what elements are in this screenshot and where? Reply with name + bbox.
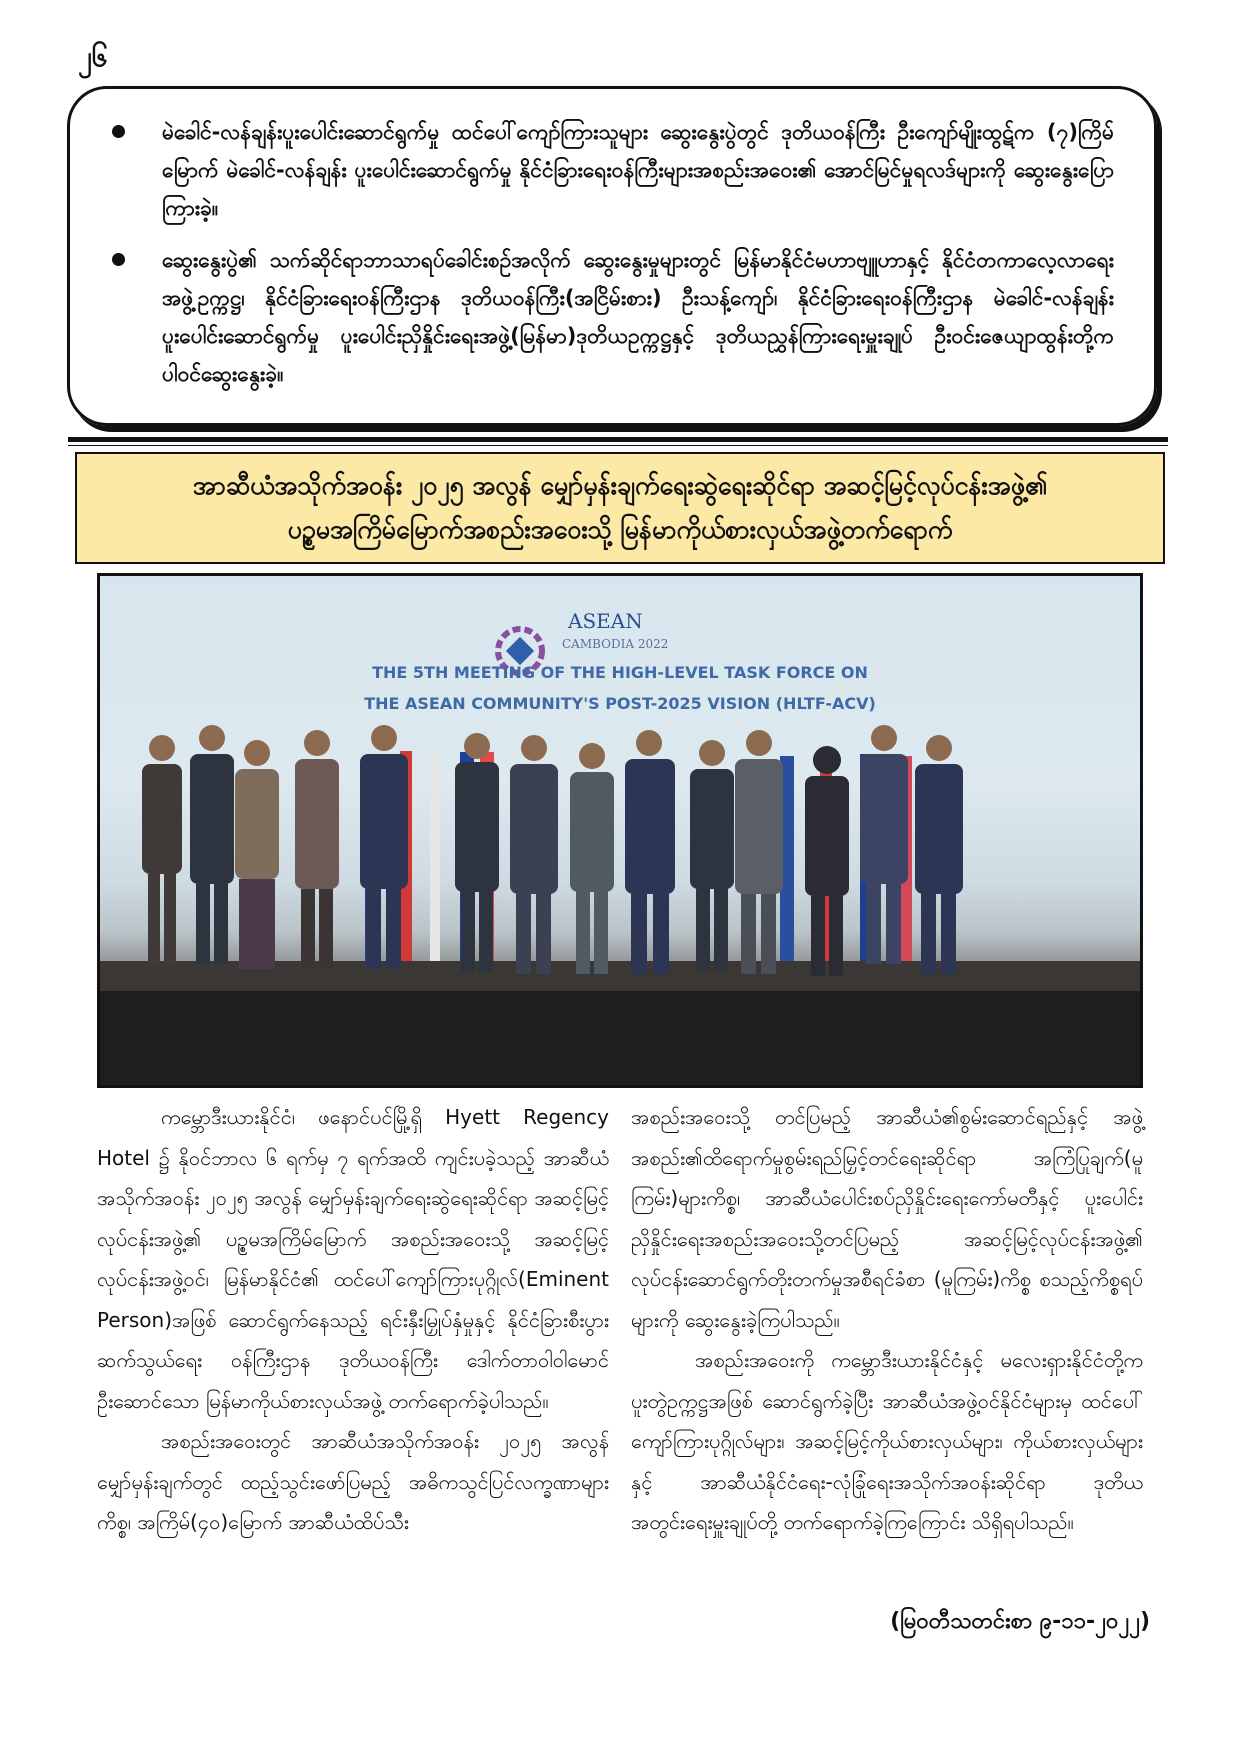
headline-line-2: ပဉ္စမအကြိမ်မြောက်အစည်းအဝေးသို့ မြန်မာကိုယ်စားလှယ်အဖွဲ့တက်ရောက် xyxy=(287,515,953,544)
asean-logo-subtext: CAMBODIA 2022 xyxy=(562,637,669,651)
article-body xyxy=(97,1097,1143,1607)
article-headline xyxy=(75,452,1165,564)
article-column-2 xyxy=(631,1097,1143,1607)
summary-list xyxy=(110,113,1114,393)
page-number: ၂၆ xyxy=(78,40,108,73)
banner-line-1: THE 5TH MEETING OF THE HIGH-LEVEL TASK FORCE ON xyxy=(372,663,868,682)
source-citation: (မြဝတီသတင်းစာ ၉-၁၁-၂၀၂၂) xyxy=(890,1609,1150,1634)
article-column-1 xyxy=(97,1097,609,1607)
summary-box xyxy=(67,86,1157,426)
summary-bullet-text: မဲခေါင်-လန်ချန်းပူးပေါင်းဆောင်ရွက်မှု ထင်ပေါ်ကျော်ကြားသူများ ဆွေးနွေးပွဲတွင် ဒုတိယဝန်ကြီး ဦးကျော်မျိုးထွဋ်က (၇)ကြိမ်မြောက် မဲခေါင်-လန်ချန်း ပူးပေါင်းဆောင်ရွက်မှု နိုင်ငံခြားရေးဝန်ကြီးများအစည်းအဝေး၏ အောင်မြင်မှုရလဒ်များကို ဆွေးနွေးပြောကြားခဲ့။ xyxy=(162,120,1114,220)
meeting-photo xyxy=(97,573,1143,1088)
section-divider-thin xyxy=(68,445,1168,446)
article-paragraph: ကမ္ဘောဒီးယားနိုင်ငံ၊ ဖနောင်ပင်မြို့ရှိ Hyett Regency Hotel ၌ နိုဝင်ဘာလ ၆ ရက်မှ ၇ ရက်အထိ ကျင်းပခဲ့သည့် အာဆီယံအသိုက်အဝန်း ၂၀၂၅ အလွန် မျှော်မှန်းချက်ရေးဆွဲရေးဆိုင်ရာ အဆင့်မြင့်လုပ်ငန်းအဖွဲ့၏ ပဉ္စမအကြိမ်မြောက် အစည်းအဝေးသို့ အဆင့်မြင့်လုပ်ငန်းအဖွဲ့ဝင်၊ မြန်မာနိုင်ငံ၏ ထင်ပေါ်ကျော်ကြားပုဂ္ဂိုလ်(Eminent Person)အဖြစ် ဆောင်ရွက်နေသည့် ရင်းနှီးမြှုပ်နှံမှုနှင့် နိုင်ငံခြားစီးပွားဆက်သွယ်ရေး ဝန်ကြီးဌာန ဒုတိယဝန်ကြီး ဒေါက်တာဝါဝါမောင် ဦးဆောင်သော မြန်မာကိုယ်စားလှယ်အဖွဲ့ တက်ရောက်ခဲ့ပါသည်။ xyxy=(97,1105,609,1413)
summary-bullet xyxy=(110,241,1114,393)
delegates xyxy=(142,725,963,976)
meeting-photo-illustration xyxy=(100,576,1140,1085)
summary-bullet-text: ဆွေးနွေးပွဲ၏ သက်ဆိုင်ရာဘာသာရပ်ခေါင်းစဉ်အလိုက် ဆွေးနွေးမှုများတွင် မြန်မာနိုင်ငံမဟာဗျူဟာနှင့် နိုင်ငံတကာလေ့လာရေးအဖွဲ့ဥက္ကဋ္ဌ၊ နိုင်ငံခြားရေးဝန်ကြီးဌာန ဒုတိယဝန်ကြီး(အငြိမ်းစား) ဦးသန့်ကျော်၊ နိုင်ငံခြားရေးဝန်ကြီးဌာန မဲခေါင်-လန်ချန်း ပူးပေါင်းဆောင်ရွက်မှု ပူးပေါင်းညှိနှိုင်းရေးအဖွဲ့(မြန်မာ)ဒုတိယဥက္ကဋ္ဌနှင့် ဒုတိယညွှန်ကြားရေးမှူးချုပ် ဦးဝင်းဇေယျာထွန်းတို့က ပါဝင်ဆွေးနွေးခဲ့။ xyxy=(162,248,1114,386)
article-paragraph: အစည်းအဝေးကို ကမ္ဘောဒီးယားနိုင်ငံနှင့် မလေးရှားနိုင်ငံတို့က ပူးတွဲဥက္ကဋ္ဌအဖြစ် ဆောင်ရွက်ခဲ့ပြီး အာဆီယံအဖွဲ့ဝင်နိုင်ငံများမှ ထင်ပေါ်ကျော်ကြားပုဂ္ဂိုလ်များ၊ အဆင့်မြင့်ကိုယ်စားလှယ်များ၊ ကိုယ်စားလှယ်များနှင့် အာဆီယံနိုင်ငံရေး-လုံခြုံရေးအသိုက်အဝန်းဆိုင်ရာ ဒုတိယအတွင်းရေးမှူးချုပ်တို့ တက်ရောက်ခဲ့ကြကြောင်း သိရှိရပါသည်။ xyxy=(631,1348,1143,1534)
section-divider xyxy=(68,437,1168,442)
article-paragraph: အစည်းအဝေးတွင် အာဆီယံအသိုက်အဝန်း ၂၀၂၅ အလွန် မျှော်မှန်းချက်တွင် ထည့်သွင်းဖော်ပြမည့် အဓိကသွင်ပြင်လက္ခဏာများကိစ္စ၊ အကြိမ်(၄၀)မြောက် အာဆီယံထိပ်သီး xyxy=(97,1429,609,1534)
asean-logo-text: ASEAN xyxy=(568,609,643,633)
bullet-dot-icon xyxy=(112,253,125,266)
headline-line-1: အာဆီယံအသိုက်အဝန်း ၂၀၂၅ အလွန် မျှော်မှန်းချက်ရေးဆွဲရေးဆိုင်ရာ အဆင့်မြင့်လုပ်ငန်းအဖွဲ့၏ xyxy=(192,471,1048,500)
summary-bullet xyxy=(110,113,1114,227)
bullet-dot-icon xyxy=(112,125,125,138)
stage-skirt xyxy=(100,991,1140,1085)
banner-line-2: THE ASEAN COMMUNITY'S POST-2025 VISION (HLTF-ACV) xyxy=(364,694,876,713)
article-paragraph: အစည်းအဝေးသို့ တင်ပြမည့် အာဆီယံ၏စွမ်းဆောင်ရည်နှင့် အဖွဲ့အစည်း၏ထိရောက်မှုစွမ်းရည်မြှင့်တင်ရေးဆိုင်ရာ အကြံပြုချက်(မူကြမ်း)များကိစ္စ၊ အာဆီယံပေါင်းစပ်ညှိနှိုင်းရေးကော်မတီနှင့် ပူးပေါင်းညှိနှိုင်းရေးအစည်းအဝေးသို့တင်ပြမည့် အဆင့်မြင့်လုပ်ငန်းအဖွဲ့၏ လုပ်ငန်းဆောင်ရွက်တိုးတက်မှုအစီရင်ခံစာ (မူကြမ်း)ကိစ္စ စသည့်ကိစ္စရပ်များကို ဆွေးနွေးခဲ့ကြပါသည်။ xyxy=(631,1105,1143,1332)
